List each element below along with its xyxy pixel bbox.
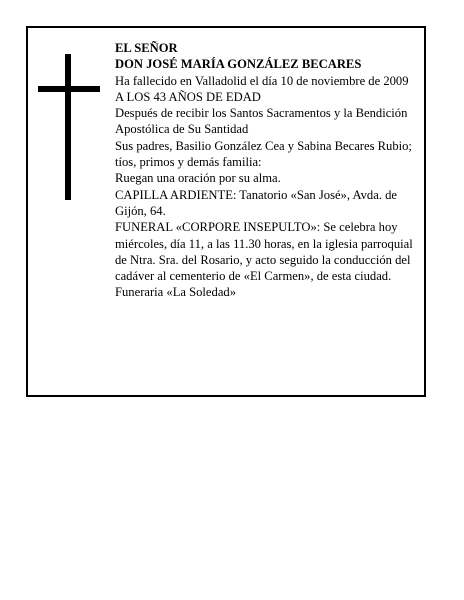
- notice-text: [115, 40, 419, 301]
- obituary-notice: [26, 26, 426, 397]
- chapel-info: CAPILLA ARDIENTE: Tanatorio «San José», Avda. de Gijón, 64.: [115, 187, 397, 218]
- latin-cross-icon: [38, 54, 100, 200]
- deceased-name: DON JOSÉ MARÍA GONZÁLEZ BECARES: [115, 57, 362, 72]
- cross-horizontal-bar: [38, 86, 100, 92]
- cross-vertical-bar: [65, 54, 71, 200]
- funeral-info: FUNERAL «CORPORE INSEPULTO»: Se celebra hoy miércoles, día 11, a las 11.30 horas, en la iglesia parroquial de Ntra. Sra. del Rosario, y acto seguido la conducción del cadáver al cementerio de «El Carmen», de esta ciudad.: [115, 220, 413, 284]
- funeral-home: Funeraria «La Soledad»: [115, 285, 236, 300]
- sacraments-statement: Después de recibir los Santos Sacramentos y la Bendición Apostólica de Su Santidad: [115, 106, 408, 137]
- prayer-request: Ruegan una oración por su alma.: [115, 171, 281, 186]
- family-statement: Sus padres, Basilio González Cea y Sabina Becares Rubio; tíos, primos y demás familia:: [115, 138, 412, 170]
- death-statement: Ha fallecido en Valladolid el día 10 de noviembre de 2009: [115, 73, 409, 88]
- age-statement: A LOS 43 AÑOS DE EDAD: [115, 89, 261, 104]
- notice-title: EL SEÑOR: [115, 41, 178, 55]
